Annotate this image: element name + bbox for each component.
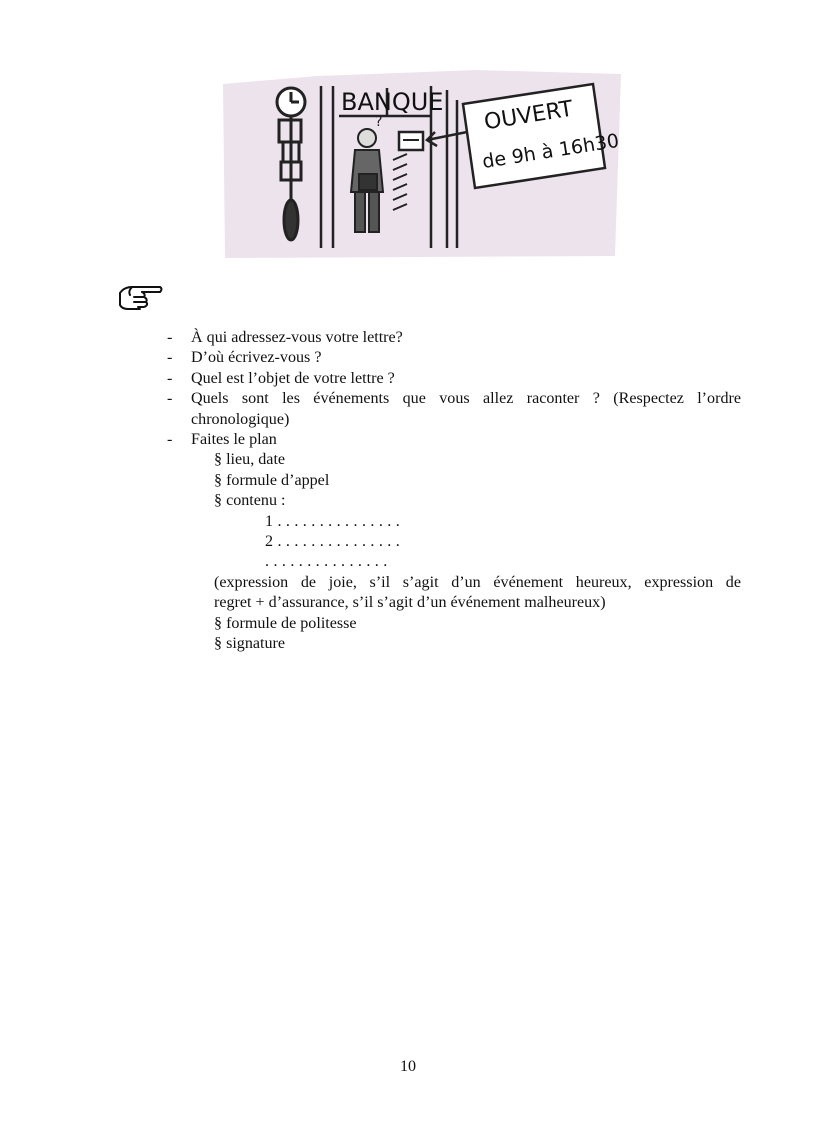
- question-text: Quel est l’objet de votre lettre ?: [191, 369, 395, 387]
- content-lines: [214, 512, 741, 573]
- instructions: [164, 328, 741, 655]
- question-text: D’où écrivez-vous ?: [191, 349, 322, 367]
- plan-title: Faites le plan: [191, 431, 277, 449]
- bank-illustration: [217, 70, 621, 258]
- question-text: Quels sont les événements que vous allez raconter ? (Respectez l’ordre: [191, 390, 741, 408]
- plan-item: § formule de politesse: [214, 614, 357, 632]
- question-text-continued: chronologique): [191, 410, 290, 428]
- list-item: - Quels sont les événements que vous allez raconter ? (Respectez l’ordre chronologique): [167, 390, 741, 428]
- open-sign-line1: OUVERT: [482, 96, 575, 136]
- question-text: À qui adressez-vous votre lettre?: [191, 329, 403, 346]
- content-line: 2 . . . . . . . . . . . . . . .: [265, 533, 400, 551]
- note-line: (expression de joie, s’il s’agit d’un événement heureux, expression de: [214, 573, 741, 591]
- plan-list: [191, 450, 741, 572]
- plan-item: § signature: [214, 635, 286, 653]
- list-item: - Faites le plan § lieu, date § formule d’appel § contenu : 1 . . . . . . . . . . . . . . . 2 . . . . . . . . . . . . . . . . . . . . . . . . . . . . . . (expression de joie, s’il s’agit d’un événement heureux, expression de regret + d’assurance, s’il s’agit d’un événement malheureux) § formule de politesse § signature: [164, 430, 741, 654]
- list-item: - À qui adressez-vous votre lettre?: [167, 329, 403, 346]
- expression-note: [191, 573, 741, 614]
- open-sign-line2: de 9h à 16h30: [480, 129, 621, 174]
- plan-list-end: [191, 614, 741, 655]
- hand-pointing-right-icon: [118, 281, 164, 311]
- plan-item: § formule d’appel: [214, 471, 330, 489]
- plan-item: § lieu, date: [214, 451, 286, 469]
- list-item: - Quel est l’objet de votre lettre ?: [167, 369, 395, 387]
- page-number: 10: [399, 1058, 417, 1075]
- question-list: [164, 328, 741, 655]
- list-item: - D’où écrivez-vous ?: [167, 349, 322, 367]
- question-mark: ?: [375, 114, 383, 130]
- note-line: regret + d’assurance, s’il s’agit d’un événement malheureux): [214, 594, 606, 612]
- content-line: . . . . . . . . . . . . . . .: [265, 553, 388, 571]
- bank-sign-text: BANQUE: [341, 88, 444, 116]
- content-line: 1 . . . . . . . . . . . . . . .: [265, 512, 400, 530]
- plan-item: § contenu :: [214, 492, 286, 510]
